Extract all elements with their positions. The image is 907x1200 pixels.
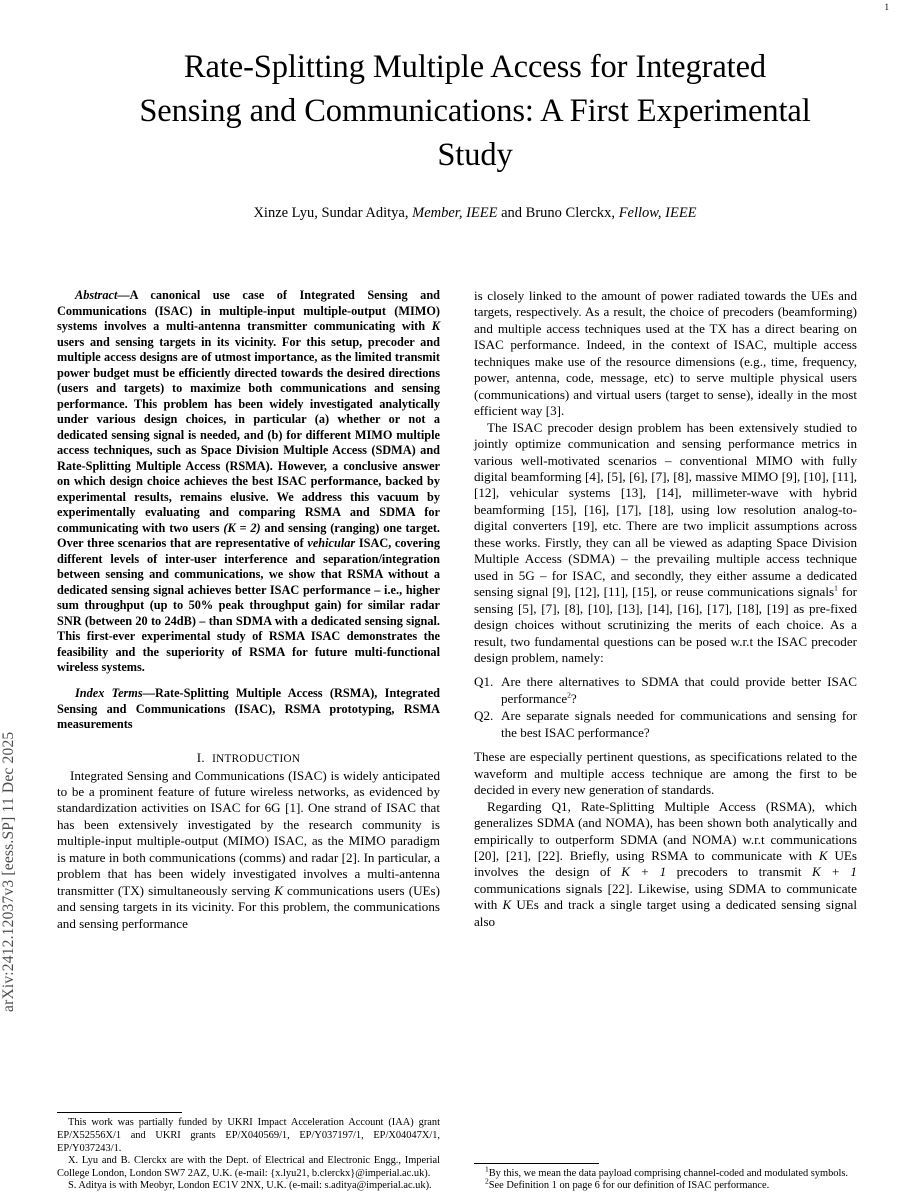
right-footnote-block	[474, 1163, 857, 1193]
paragraph-body-5-text-a: Regarding Q1, Rate-Splitting Multiple Access (RSMA), which generalizes SDMA (and NOMA), has been shown both analytically and empirically to outperform SDMA (and NOMA) w.r.t communications [20], [21], [22]. Briefly, using RSMA to communicate with	[474, 798, 857, 863]
author-membership-member: Member, IEEE	[412, 205, 498, 221]
paragraph-intro-1-text-a: Integrated Sensing and Communications (ISAC) is widely anticipated to be a prominent feature of future wireless networks, as evidenced by standardization activities on ISAC for 6G [1]. One strand of ISAC that has been extensively investigated by the research community is multiple-input multiple-output (MIMO) ISAC, as the MIMO paradigm is mature in both communications (comms) and radar [2]. In particular, a problem that has been widely investigated involves a multi-antenna transmitter (TX) simultaneously serving	[57, 767, 440, 898]
section-heading-introduction	[57, 750, 440, 766]
question-text-q1	[501, 674, 857, 707]
footnote-rule	[474, 1163, 599, 1164]
question-text-q2: Are separate signals needed for communications and sensing for the best ISAC performance?	[501, 708, 857, 740]
footnote-definition-2-text: See Definition 1 on page 6 for our definition of ISAC performance.	[488, 1180, 770, 1192]
abstract-text-2: users and sensing targets in its vicinity. For this setup, precoder and multiple access designs are of utmost importance, as the limited transmit power budget must be efficiently directed towards the desired directions (users and targets) to maximize both communications and sensing performance. This problem has been widely investigated analytically under various design choices, in particular (a) whether or not a dedicated sensing signal is needed, and (b) for different MIMO multiple access techniques, such as Space Division Multiple Access (SDMA) and Rate-Splitting Multiple Access (RSMA). However, a conclusive answer on which design choice achieves the best ISAC performance, backed by experimental results, remains elusive. We address this vacuum by experimentally evaluating and comparing RSMA and SDMA for communicating with two users	[57, 334, 440, 535]
question-label-q2: Q2.	[474, 708, 494, 724]
abstract-value-percent: 50%	[188, 598, 214, 612]
question-label-q1: Q1.	[474, 674, 494, 690]
arxiv-identifier-stamp: arXiv:2412.12037v3 [eess.SP] 11 Dec 2025	[0, 731, 17, 1012]
title-block	[60, 45, 890, 223]
index-terms-text: Rate-Splitting Multiple Access (RSMA), Integrated Sensing and Communications (ISAC), RSMA prototyping, RSMA measurements	[57, 686, 440, 731]
section-number: I.	[196, 749, 205, 765]
footnote-affiliation-aditya: S. Aditya is with Meobyr, London EC1V 2NX, U.K. (e-mail: s.aditya@imperial.ac.uk).	[68, 1180, 432, 1192]
symbol-K-ues-2: K	[502, 897, 512, 913]
paragraph-intro-1	[57, 768, 440, 933]
index-terms-dash: —	[142, 686, 155, 700]
left-footnote-block	[57, 1112, 440, 1193]
abstract-text-4: ISAC, covering different levels of inter-user interference and separation/integration between sensing and communications, we show that RSMA without a dedicated sensing signal achieves better ISAC performance – i.e., higher sum throughput (up to	[57, 536, 440, 612]
footnote-definition-2	[474, 1176, 857, 1193]
title-line-2: Sensing and Communications: A First Experimental	[139, 93, 811, 129]
footnote-rule	[57, 1112, 182, 1113]
question-text-q1-a: Are there alternatives to SDMA that could provide better ISAC performance	[501, 674, 857, 706]
author-names-part-2: and Bruno Clerckx,	[497, 205, 619, 221]
abstract-text-5: peak throughput gain) for similar radar SNR (between	[57, 598, 440, 628]
symbol-K-plus-1-b: K + 1	[811, 864, 857, 880]
paragraph-body-3	[474, 420, 857, 667]
research-questions-list	[474, 674, 857, 741]
abstract-text-6: ) – than SDMA with a dedicated sensing signal. This first-ever experimental study of RSMA ISAC demonstrates the feasibility and the superiority of RSMA for future multi-functional wireless systems.	[57, 613, 441, 674]
symbol-K-users: K	[274, 882, 283, 898]
left-column	[57, 288, 440, 1193]
body-columns	[57, 288, 857, 1193]
abstract-value-snr-range: 20 to 24dB	[135, 613, 192, 628]
abstract-paragraph	[57, 288, 440, 676]
paragraph-body-5	[474, 799, 857, 931]
page-number: 1	[884, 2, 889, 12]
footnote-marker-2: 2	[567, 690, 571, 700]
symbol-K-ues-1: K	[818, 847, 828, 863]
paragraph-body-4: These are especially pertinent questions, as specifications related to the waveform and multiple access technique are among the first to be decided in every new generation of standards.	[474, 749, 857, 798]
footnote-marker-1: 1	[834, 583, 838, 593]
footnote-number-1: 1	[485, 1164, 489, 1174]
index-terms-paragraph	[57, 686, 440, 733]
page-title	[60, 45, 890, 177]
abstract-emphasis-vehicular: vehicular	[307, 536, 356, 550]
question-item-q1	[474, 674, 857, 707]
footnote-funding: This work was partially funded by UKRI Impact Acceleration Account (IAA) grant EP/X52556X/1 and UKRI grants EP/X040569/1, EP/Y037197/1, EP/X04047X/1, EP/Y037243/1.	[57, 1117, 440, 1154]
paragraph-body-3-text-b: for sensing [5], [7], [8], [10], [13], [14], [16], [17], [18], [19] as pre-fixed design choices without scrutinizing the merits of each choice. As a result, two fundamental questions can be posed w.r.t the ISAC precoder design problem, namely:	[474, 584, 857, 665]
paragraph-body-5-text-e: UEs and track a single target using a dedicated sensing signal also	[474, 897, 857, 929]
question-item-q2	[474, 708, 857, 741]
right-column	[474, 288, 857, 1193]
abstract-dash: —	[117, 288, 130, 302]
footnote-affiliation-lyu-clerckx: X. Lyu and B. Clerckx are with the Dept. of Electrical and Electronic Engg., Imperial College London, London SW7 2AZ, U.K. (e-mail: {x.lyu21, b.clerckx}@imperial.ac.uk).	[57, 1155, 440, 1179]
abstract-text-3: and sensing (ranging) one target. Over three scenarios that are representative of	[57, 520, 440, 550]
author-names-part-1: Xinze Lyu, Sundar Aditya,	[253, 205, 413, 221]
abstract-symbol-K-equals-2: (K = 2)	[223, 520, 261, 535]
paragraph-body-3-text-a: The ISAC precoder design problem has been extensively studied to jointly optimize communication and sensing performance metrics in various well-motivated scenarios – conventional MIMO with fully digital beamforming [4], [5], [6], [7], [8], massive MIMO [9], [10], [11], [12], vehicular systems [13], [14], millimeter-wave with hybrid beamforming [15], [16], [17], [18], using low resolution analog-to-digital converters [19], etc. There are two implicit assumptions across these works. Firstly, they can all be viewed as adapting Space Division Multiple Access (SDMA) – the prevailing multiple access technique used in 5G – for ISAC, and secondly, they either assume a dedicated sensing signal [9], [12], [11], [15], or reuse communications signals	[474, 419, 857, 600]
paragraph-intro-1-text-b: communications users (UEs) and sensing targets in its vicinity. For this problem, the communications and sensing performance	[57, 882, 440, 931]
abstract-symbol-K: K	[431, 319, 440, 333]
title-line-1: Rate-Splitting Multiple Access for Integrated	[183, 49, 767, 85]
author-list	[60, 203, 890, 223]
abstract-label: Abstract	[75, 288, 118, 302]
index-terms-label: Index Terms	[75, 686, 143, 700]
footnote-definition-1-text: By this, we mean the data payload comprising channel-coded and modulated symbols.	[488, 1167, 849, 1179]
section-title: INTRODUCTION	[212, 752, 301, 765]
paragraph-body-5-text-d: communications signals [22]. Likewise, using SDMA to communicate with	[474, 880, 857, 913]
question-text-q1-b: ?	[570, 690, 577, 706]
paragraph-body-5-text-c: precoders to transmit	[666, 864, 812, 880]
abstract-text-1: A canonical use case of Integrated Sensing and Communications (ISAC) in multiple-input multiple-output (MIMO) systems involves a multi-antenna transmitter communicating with	[57, 288, 440, 333]
footnote-number-2: 2	[485, 1176, 489, 1186]
symbol-K-plus-1-a: K + 1	[621, 864, 667, 880]
footnote-definition-1	[474, 1164, 857, 1181]
paragraph-body-5-text-b: UEs involves the design of	[474, 847, 857, 880]
title-line-3: Study	[437, 137, 513, 173]
author-membership-fellow: Fellow, IEEE	[618, 205, 697, 221]
paragraph-body-2: is closely linked to the amount of power radiated towards the UEs and targets, respectively. As a result, the choice of precoders (beamforming) and multiple access techniques used at the TX has a direct bearing on ISAC performance. Indeed, in the context of ISAC, multiple access techniques make use of the resource dimensions (e.g., time, frequency, power, antenna, code, message, etc) to serve multiple physical users (communications) and virtual users (target to sense), ideally in the most efficient way [3].	[474, 288, 857, 419]
